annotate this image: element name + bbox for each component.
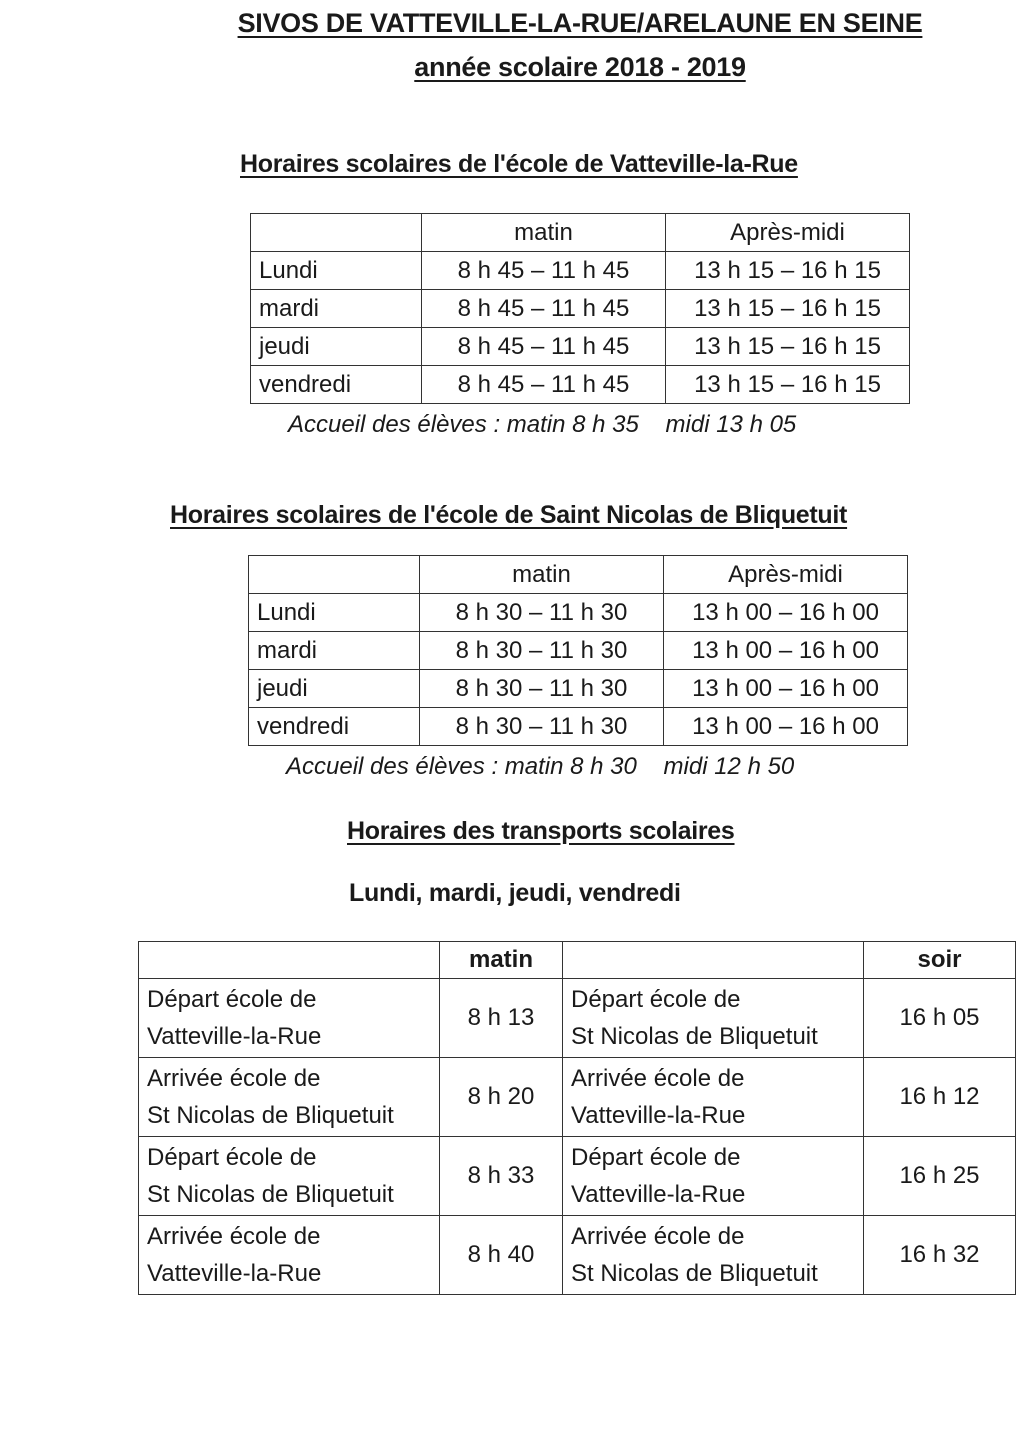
evening-time: 16 h 12 bbox=[864, 1058, 1016, 1137]
header-apres-midi: Après-midi bbox=[666, 214, 910, 252]
table-header-row bbox=[139, 942, 1016, 979]
apres-midi-time: 13 h 00 – 16 h 00 bbox=[664, 594, 908, 632]
stop-line1: Arrivée école de bbox=[571, 1223, 745, 1250]
matin-time: 8 h 45 – 11 h 45 bbox=[422, 328, 666, 366]
stop-line1: Départ école de bbox=[571, 986, 741, 1013]
matin-time: 8 h 30 – 11 h 30 bbox=[420, 708, 664, 746]
school2-note: Accueil des élèves : matin 8 h 30 midi 12 h 50 bbox=[286, 753, 795, 780]
apres-midi-time: 13 h 15 – 16 h 15 bbox=[666, 366, 910, 404]
table-row bbox=[139, 979, 1016, 1058]
day: mardi bbox=[251, 290, 422, 328]
day: Lundi bbox=[249, 594, 420, 632]
school-year: année scolaire 2018 - 2019 bbox=[414, 52, 746, 82]
table-row bbox=[249, 670, 908, 708]
stop-line1: Départ école de bbox=[147, 986, 317, 1013]
header-empty bbox=[249, 556, 420, 594]
morning-stop bbox=[139, 1216, 440, 1295]
transport-days: Lundi, mardi, jeudi, vendredi bbox=[349, 879, 681, 907]
morning-stop bbox=[139, 1058, 440, 1137]
apres-midi-time: 13 h 00 – 16 h 00 bbox=[664, 632, 908, 670]
document-title: SIVOS DE VATTEVILLE-LA-RUE/ARELAUNE EN SEINE bbox=[237, 8, 923, 38]
stop-line1: Arrivée école de bbox=[147, 1223, 321, 1250]
stop-line1: Arrivée école de bbox=[571, 1065, 745, 1092]
table-row bbox=[251, 366, 910, 404]
matin-time: 8 h 45 – 11 h 45 bbox=[422, 252, 666, 290]
table-row bbox=[251, 290, 910, 328]
apres-midi-time: 13 h 00 – 16 h 00 bbox=[664, 670, 908, 708]
evening-stop bbox=[563, 1058, 864, 1137]
morning-stop bbox=[139, 1137, 440, 1216]
stop-line2: St Nicolas de Bliquetuit bbox=[147, 1102, 394, 1129]
stop-line2: St Nicolas de Bliquetuit bbox=[147, 1181, 394, 1208]
stop-line2: Vatteville-la-Rue bbox=[147, 1260, 322, 1287]
stop-line2: Vatteville-la-Rue bbox=[571, 1102, 746, 1129]
matin-time: 8 h 30 – 11 h 30 bbox=[420, 632, 664, 670]
transport-title: Horaires des transports scolaires bbox=[347, 817, 735, 845]
morning-time: 8 h 33 bbox=[440, 1137, 563, 1216]
day: vendredi bbox=[251, 366, 422, 404]
header-soir: soir bbox=[864, 942, 1016, 979]
table-row bbox=[139, 1058, 1016, 1137]
header-apres-midi: Après-midi bbox=[664, 556, 908, 594]
apres-midi-time: 13 h 15 – 16 h 15 bbox=[666, 290, 910, 328]
table-header-row bbox=[249, 556, 908, 594]
header-empty bbox=[251, 214, 422, 252]
morning-stop bbox=[139, 979, 440, 1058]
apres-midi-time: 13 h 15 – 16 h 15 bbox=[666, 328, 910, 366]
evening-stop bbox=[563, 1137, 864, 1216]
apres-midi-time: 13 h 15 – 16 h 15 bbox=[666, 252, 910, 290]
table-row bbox=[251, 328, 910, 366]
table-row bbox=[249, 708, 908, 746]
school1-note: Accueil des élèves : matin 8 h 35 midi 13 h 05 bbox=[288, 411, 797, 438]
evening-time: 16 h 32 bbox=[864, 1216, 1016, 1295]
transport-table bbox=[138, 941, 1016, 1295]
stop-line2: Vatteville-la-Rue bbox=[147, 1023, 322, 1050]
day: vendredi bbox=[249, 708, 420, 746]
table-row bbox=[249, 632, 908, 670]
school2-title: Horaires scolaires de l'école de Saint Nicolas de Bliquetuit bbox=[170, 501, 848, 529]
table-row bbox=[249, 594, 908, 632]
stop-line1: Départ école de bbox=[147, 1144, 317, 1171]
apres-midi-time: 13 h 00 – 16 h 00 bbox=[664, 708, 908, 746]
day: mardi bbox=[249, 632, 420, 670]
day: jeudi bbox=[251, 328, 422, 366]
evening-time: 16 h 05 bbox=[864, 979, 1016, 1058]
matin-time: 8 h 45 – 11 h 45 bbox=[422, 366, 666, 404]
morning-time: 8 h 40 bbox=[440, 1216, 563, 1295]
morning-time: 8 h 20 bbox=[440, 1058, 563, 1137]
day: Lundi bbox=[251, 252, 422, 290]
header-matin: matin bbox=[422, 214, 666, 252]
day: jeudi bbox=[249, 670, 420, 708]
evening-stop bbox=[563, 979, 864, 1058]
stop-line1: Arrivée école de bbox=[147, 1065, 321, 1092]
stop-line1: Départ école de bbox=[571, 1144, 741, 1171]
school1-title: Horaires scolaires de l'école de Vatteville-la-Rue bbox=[240, 150, 798, 178]
evening-time: 16 h 25 bbox=[864, 1137, 1016, 1216]
matin-time: 8 h 45 – 11 h 45 bbox=[422, 290, 666, 328]
stop-line2: St Nicolas de Bliquetuit bbox=[571, 1023, 818, 1050]
header-empty bbox=[139, 942, 440, 979]
table-row bbox=[139, 1216, 1016, 1295]
stop-line2: Vatteville-la-Rue bbox=[571, 1181, 746, 1208]
table-row bbox=[139, 1137, 1016, 1216]
matin-time: 8 h 30 – 11 h 30 bbox=[420, 670, 664, 708]
school1-table bbox=[250, 213, 910, 404]
table-row bbox=[251, 252, 910, 290]
stop-line2: St Nicolas de Bliquetuit bbox=[571, 1260, 818, 1287]
matin-time: 8 h 30 – 11 h 30 bbox=[420, 594, 664, 632]
header-matin: matin bbox=[420, 556, 664, 594]
header-matin: matin bbox=[440, 942, 563, 979]
morning-time: 8 h 13 bbox=[440, 979, 563, 1058]
evening-stop bbox=[563, 1216, 864, 1295]
table-header-row bbox=[251, 214, 910, 252]
school2-table bbox=[248, 555, 908, 746]
header-empty bbox=[563, 942, 864, 979]
